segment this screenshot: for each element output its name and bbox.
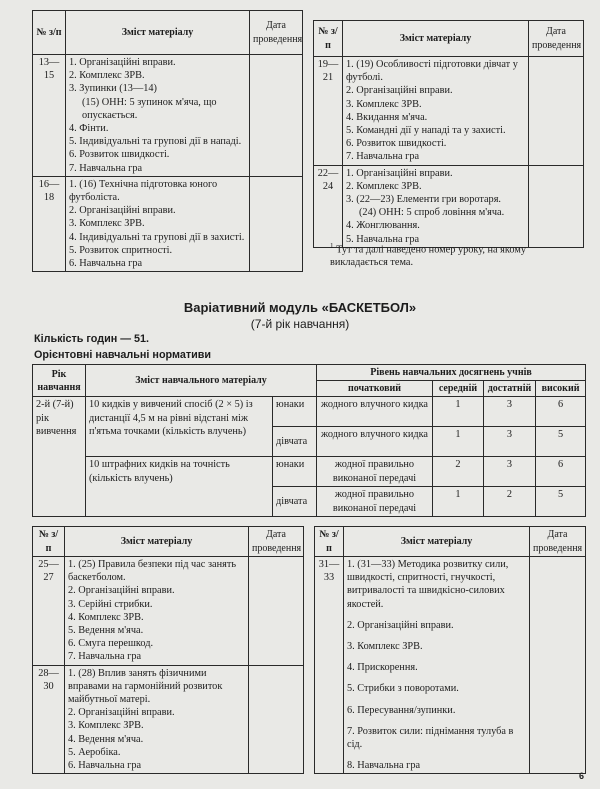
content-item: 6. Пересування/зупинки. <box>347 704 456 716</box>
content-item: 6. Смуга перешкод. <box>68 638 154 650</box>
col-content-header: Зміст матеріалу <box>65 527 249 557</box>
lesson-date <box>530 557 586 774</box>
content-item: 4. Фінти. <box>69 123 109 135</box>
col-number-header: № з/п <box>33 11 66 55</box>
lesson-number: 28—30 <box>33 665 65 774</box>
high-level: 6 <box>536 457 586 487</box>
lesson-date <box>249 557 304 666</box>
year-header: Рік навчання <box>33 365 86 397</box>
levels-header: Рівень навчальних досягнень учнів <box>317 365 586 381</box>
lesson-number: 16—18 <box>33 176 66 271</box>
lesson-number: 13—15 <box>33 55 66 177</box>
hours-count: Кількість годин — 51. <box>34 333 150 345</box>
lesson-table-top-left <box>32 10 303 272</box>
lesson-content <box>343 165 529 247</box>
content-item: 1. (19) Особливості підготовки дівчат у футболі. <box>346 59 518 84</box>
sufficient-level: 3 <box>484 457 536 487</box>
col-content-header: Зміст матеріалу <box>344 527 530 557</box>
lesson-date <box>250 176 303 271</box>
lesson-content <box>66 176 250 271</box>
initial-level: жодного влучного кидка <box>317 397 433 427</box>
level-sufficient-header: достатній <box>484 381 536 397</box>
content-item: 1. Організаційні вправи. <box>346 167 453 179</box>
lesson-content <box>65 665 249 774</box>
sufficient-level: 3 <box>484 427 536 457</box>
lesson-table-bottom-left <box>32 526 304 774</box>
norm-task: 10 кидків у вивчений спосіб (2 × 5) із дистанції 4,5 м на рівні відстані між п'ятьма точками (кількість влучень) <box>86 397 273 457</box>
content-item: 1. (25) Правила безпеки під час занять баскетболом. <box>68 559 237 584</box>
level-initial-header: початковий <box>317 381 433 397</box>
footnote-mark: 1 <box>330 242 334 250</box>
gender: дівчата <box>273 487 317 517</box>
lesson-date <box>249 665 304 774</box>
lesson-table-top-right <box>313 20 584 248</box>
initial-level: жодної правильно виконаної передачі <box>317 487 433 517</box>
col-content-header: Зміст матеріалу <box>66 11 250 55</box>
col-number-header: № з/п <box>315 527 344 557</box>
content-item: 3. Комплекс ЗРВ. <box>69 218 145 230</box>
sufficient-level: 3 <box>484 397 536 427</box>
content-item: 2. Організаційні вправи. <box>69 205 176 217</box>
content-item: 1. (31—33) Методика розвитку сили, швидкості, спритності, гнучкості, витривалості та швидкісно-силових якостей. <box>347 559 509 610</box>
lesson-number: 31—33 <box>315 557 344 774</box>
content-item: 1. Організаційні вправи. <box>69 57 176 68</box>
lesson-content <box>344 557 530 774</box>
content-item: 2. Комплекс ЗРВ. <box>346 180 422 192</box>
content-item: 5. Командні дії у нападі та у захисті. <box>346 125 506 137</box>
content-item: 2. Організаційні вправи. <box>346 85 453 97</box>
content-item: 3. Комплекс ЗРВ. <box>346 98 422 110</box>
content-item: 4. Комплекс ЗРВ. <box>68 611 144 623</box>
content-item: 5. Аеробіка. <box>68 746 121 758</box>
gender: юнаки <box>273 457 317 487</box>
initial-level: жодної правильно виконаної передачі <box>317 457 433 487</box>
content-item: 3. (22—23) Елементи гри воротаря. <box>346 194 502 206</box>
norm-task: 10 штрафних кидків на точність (кількість влучень) <box>86 457 273 517</box>
initial-level: жодного влучного кидка <box>317 427 433 457</box>
footnote-text: Тут та далі наведено номер уроку, на якому викладається тема. <box>330 244 527 269</box>
lesson-date <box>529 57 584 166</box>
lesson-number: 19—21 <box>314 57 343 166</box>
col-date-header: Дата проведення <box>530 527 586 557</box>
study-year: 2-й (7-й) рік вивчення <box>33 397 86 517</box>
footnote <box>330 240 585 269</box>
col-date-header: Дата проведення <box>250 11 303 55</box>
content-item: 2. Організаційні вправи. <box>347 619 454 631</box>
content-item: 4. Індивідуальні та групові дії в захисті. <box>69 231 245 243</box>
medium-level: 1 <box>433 427 484 457</box>
medium-level: 1 <box>433 397 484 427</box>
lesson-number: 22—24 <box>314 165 343 247</box>
content-item: 5. Ведення м'яча. <box>68 625 144 637</box>
content-item: 4. Прискорення. <box>347 662 418 674</box>
norms-table <box>32 364 586 517</box>
high-level: 6 <box>536 397 586 427</box>
gender: юнаки <box>273 397 317 427</box>
high-level: 5 <box>536 427 586 457</box>
content-item: 7. Навчальна гра <box>69 162 143 174</box>
lesson-table-bottom-right <box>314 526 586 774</box>
content-item: 2. Комплекс ЗРВ. <box>69 70 145 82</box>
content-item: 8. Навчальна гра <box>347 760 421 772</box>
lesson-number: 25—27 <box>33 557 65 666</box>
lesson-date <box>250 55 303 177</box>
medium-level: 1 <box>433 487 484 517</box>
gender: дівчата <box>273 427 317 457</box>
module-subtitle: (7-й рік навчання) <box>250 317 350 331</box>
col-content-header: Зміст матеріалу <box>343 21 529 57</box>
content-item: 5. Стрибки з поворотами. <box>347 683 459 695</box>
content-item: 5. Навчальна гра <box>346 233 420 245</box>
lesson-content <box>66 55 250 177</box>
content-item: 7. Навчальна гра <box>346 151 420 163</box>
medium-level: 2 <box>433 457 484 487</box>
content-item: 7. Навчальна гра <box>68 651 142 663</box>
content-item: 1. (16) Технічна підготовка юного футболіста. <box>69 178 218 204</box>
content-item: 3. Комплекс ЗРВ. <box>68 720 144 732</box>
content-item: 3. Комплекс ЗРВ. <box>347 641 423 653</box>
page-number: 6 <box>579 771 585 781</box>
content-item: 2. Організаційні вправи. <box>68 585 175 597</box>
content-item: 3. Серійні стрибки. <box>68 598 153 610</box>
content-item: 6. Навчальна гра <box>68 760 142 772</box>
lesson-date <box>529 165 584 247</box>
norms-title: Орієнтовні навчальні нормативи <box>34 349 212 361</box>
content-item: 4. Вкидання м'яча. <box>346 111 428 123</box>
lesson-content <box>65 557 249 666</box>
content-item: 3. Зупинки (13—14) <box>69 83 157 95</box>
content-item: 1. (28) Вплив занять фізичними вправами на гармонійний розвиток майбутньої матері. <box>68 667 223 706</box>
col-number-header: № з/п <box>314 21 343 57</box>
content-item: (24) ОНН: 5 спроб ловіння м'яча. <box>359 207 505 219</box>
content-item: 4. Ведення м'яча. <box>68 733 144 745</box>
lesson-content <box>343 57 529 166</box>
content-item: 2. Організаційні вправи. <box>68 707 175 719</box>
col-date-header: Дата проведення <box>529 21 584 57</box>
high-level: 5 <box>536 487 586 517</box>
level-high-header: високий <box>536 381 586 397</box>
col-number-header: № з/п <box>33 527 65 557</box>
content-item: 6. Розвиток швидкості. <box>69 149 170 161</box>
content-item: 6. Розвиток швидкості. <box>346 138 447 150</box>
module-title: Варіативний модуль «БАСКЕТБОЛ» <box>183 300 417 315</box>
content-item: 5. Індивідуальні та групові дії в нападі. <box>69 136 242 148</box>
content-item: 4. Жонглювання. <box>346 220 420 232</box>
level-medium-header: середній <box>433 381 484 397</box>
content-item: 5. Розвиток спритності. <box>69 244 173 256</box>
content-item: (15) ОНН: 5 зупинок м'яча, що опускається. <box>82 96 217 121</box>
content-item: 6. Навчальна гра <box>69 258 143 270</box>
content-item: 7. Розвиток сили: піднімання тулуба в сід. <box>347 725 514 751</box>
col-date-header: Дата проведення <box>249 527 304 557</box>
norm-content-header: Зміст навчального матеріалу <box>86 365 317 397</box>
sufficient-level: 2 <box>484 487 536 517</box>
